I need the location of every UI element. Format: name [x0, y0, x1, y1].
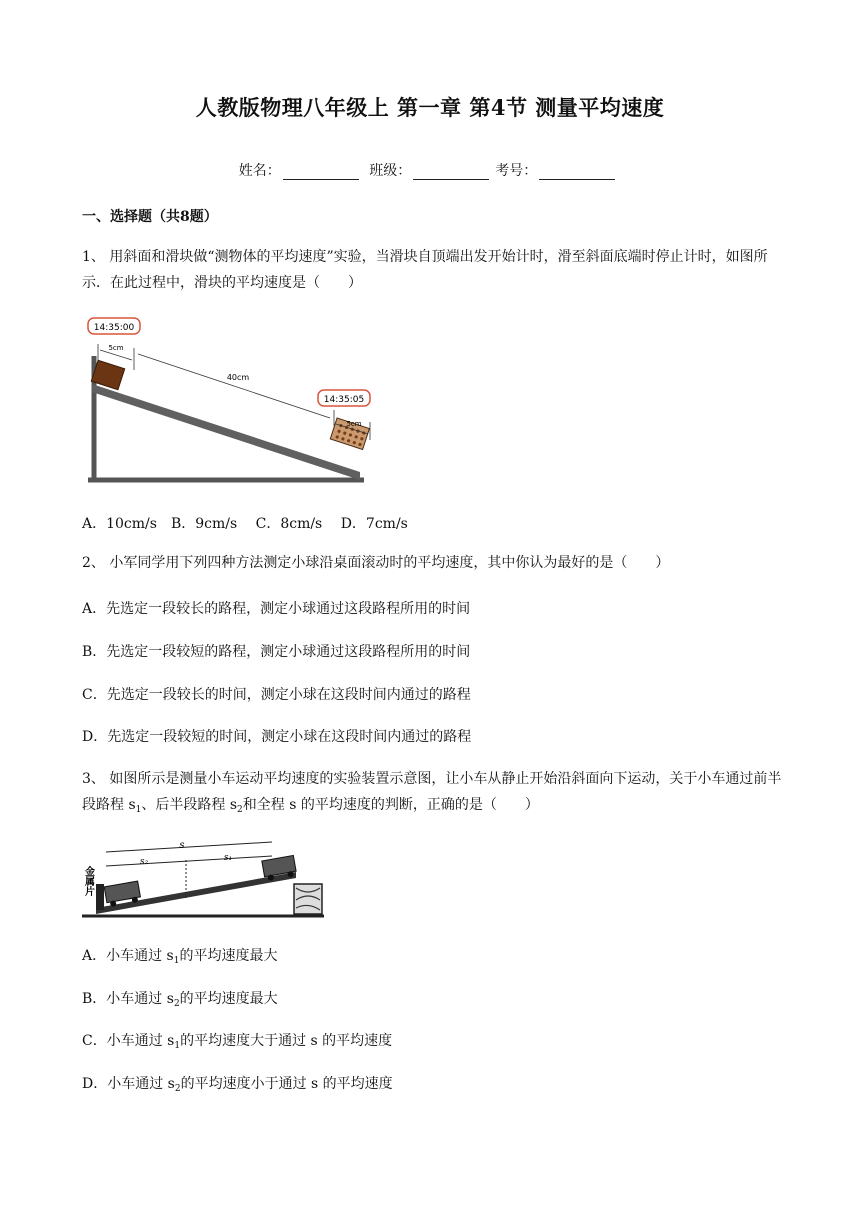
question-2-option-d: D．先选定一段较短的时间，测定小球在这段时间内通过的路程: [82, 729, 472, 745]
metal-plate-label: 金属片: [82, 866, 94, 896]
page-title: 人教版物理八年级上 第一章 第4节 测量平均速度: [195, 95, 665, 120]
question-3-option-c: C．小车通过 $s_1$的平均速度大于通过 s 的平均速度: [82, 1033, 393, 1051]
dim-travel-label: 40cm: [226, 373, 250, 382]
class-blank: [413, 165, 489, 180]
metal-plate: [96, 884, 104, 910]
exam-label: 考号：: [495, 163, 538, 179]
class-label: 班级：: [369, 163, 412, 179]
name-blank: [283, 165, 359, 180]
question-3-option-b: B．小车通过 $s_2$的平均速度最大: [82, 991, 278, 1009]
question-2-stem: 2、 小军同学用下列四种方法测定小球沿桌面滚动时的平均速度，其中你认为最好的是（ ）: [82, 555, 670, 571]
section-heading: 一、选择题（共8题）: [82, 209, 218, 225]
question-2-option-c: C．先选定一段较长的时间，测定小球在这段时间内通过的路程: [82, 687, 471, 703]
dim-block-top-label: 5cm: [108, 344, 124, 352]
dim-block-bottom-label: 5cm: [346, 420, 362, 428]
name-label: 姓名：: [238, 163, 281, 179]
question-2-option-a: A．先选定一段较长的路程，测定小球通过这段路程所用的时间: [82, 601, 471, 617]
question-2-option-b: B．先选定一段较短的路程，测定小球通过这段路程所用的时间: [82, 644, 471, 660]
timer-start-text: 14:35:00: [93, 323, 135, 333]
question-3-figure: [82, 838, 326, 922]
label-s: s: [179, 840, 185, 851]
label-s1: s₁: [223, 853, 233, 863]
timer-end-text: 14:35:05: [323, 395, 365, 405]
student-info-line: [0, 160, 860, 180]
question-3-option-d: D．小车通过 $s_2$的平均速度小于通过 s 的平均速度: [82, 1076, 393, 1094]
question-3-option-a: A．小车通过 $s_1$的平均速度最大: [82, 948, 278, 966]
question-1-figure: [82, 312, 382, 488]
label-s2: s₂: [139, 857, 149, 867]
exam-blank: [539, 165, 615, 180]
question-1-stem: 1、 用斜面和滑块做“测物体的平均速度”实验，当滑块自顶端出发开始计时，滑至斜面底端时停止计时，如图所示．在此过程中，滑块的平均速度是（ ）: [82, 249, 768, 291]
question-1-options: A．10cm/s B．9cm/s C．8cm/s D．7cm/s: [82, 516, 408, 532]
question-3-stem: 3、 如图所示是测量小车运动平均速度的实验装置示意图，让小车从静止开始沿斜面向下运动，关于小车通过前半段路程 $s_1$、后半段路程 $s_2$和全程 s 的平均速度的判断，正确的是（ ）: [82, 771, 782, 815]
